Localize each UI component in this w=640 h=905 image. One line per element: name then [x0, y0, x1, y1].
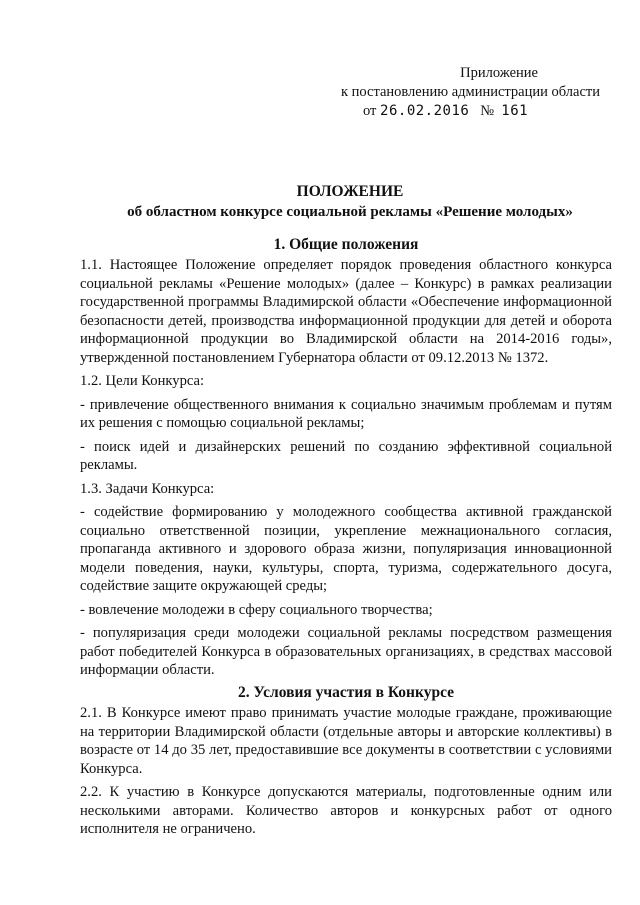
appendix-label: Приложение — [460, 65, 538, 81]
section-participation-conditions — [80, 683, 612, 844]
decree-number: 161 — [501, 103, 529, 119]
section-heading: 2. Условия участия в Конкурсе — [237, 684, 455, 701]
paragraph: - привлечение общественного внимания к социально значимым проблемам и путям их решения с помощью социальной рекламы; — [80, 396, 612, 431]
decree-date: 26.02.2016 — [380, 103, 470, 119]
number-sign: № — [480, 103, 495, 119]
appendix-header — [330, 64, 600, 121]
paragraph: 1.1. Настоящее Положение определяет порядок проведения областного конкурса социальной рекламы «Решение молодых» (далее – Конкурс) в рамках реализации государственной программы Владимирской области «Обеспечение информационной безопасности детей, производства информационной продукции для детей и оборота информационной продукции во Владимирской области на 2014-2016 годы», утвержденной постановлением Губернатора области от 09.12.2013 № 1372. — [80, 257, 612, 366]
paragraph: - вовлечение молодежи в сферу социального творчества; — [80, 601, 433, 618]
paragraph: 1.2. Цели Конкурса: — [80, 373, 205, 389]
paragraph: 1.3. Задачи Конкурса: — [80, 480, 215, 497]
appendix-date-line — [330, 102, 600, 121]
paragraph: 2.1. В Конкурсе имеют право принимать участие молодые граждане, проживающие на территории Владимирской области (отдельные авторы и авторские коллективы) в возрасте от 14 до 35 лет, предоставившие все документы в соответствии с условиями Конкурса. — [80, 705, 612, 777]
title-heading: ПОЛОЖЕНИЕ — [296, 183, 404, 200]
section-general-provisions — [80, 235, 612, 685]
paragraph: - содействие формированию у молодежного сообщества активной гражданской социально ответственной позиции, укрепление межнационального согласия, пропаганда активного и здорового образа жизни, популяризация инновационной модели поведения, науки, культуры, спорта, туризма, содержательного досуга, содействие защите окружающей среды; — [80, 504, 612, 594]
paragraph: - популяризация среди молодежи социальной рекламы посредством размещения работ победителей Конкурса в образовательных организациях, в средствах массовой информации области. — [80, 625, 612, 678]
document-title — [60, 182, 640, 222]
appendix-reference: к постановлению администрации области — [340, 84, 600, 100]
section-heading: 1. Общие положения — [273, 236, 419, 253]
date-prefix: от — [363, 103, 377, 119]
title-subheading: об областном конкурсе социальной рекламы «Решение молодых» — [127, 204, 573, 220]
paragraph: 2.2. К участию в Конкурсе допускаются материалы, подготовленные одним или несколькими авторами. Количество авторов и конкурсных работ от одного исполнителя не ограничено. — [80, 784, 612, 837]
paragraph: - поиск идей и дизайнерских решений по созданию эффективной социальной рекламы. — [80, 438, 612, 473]
